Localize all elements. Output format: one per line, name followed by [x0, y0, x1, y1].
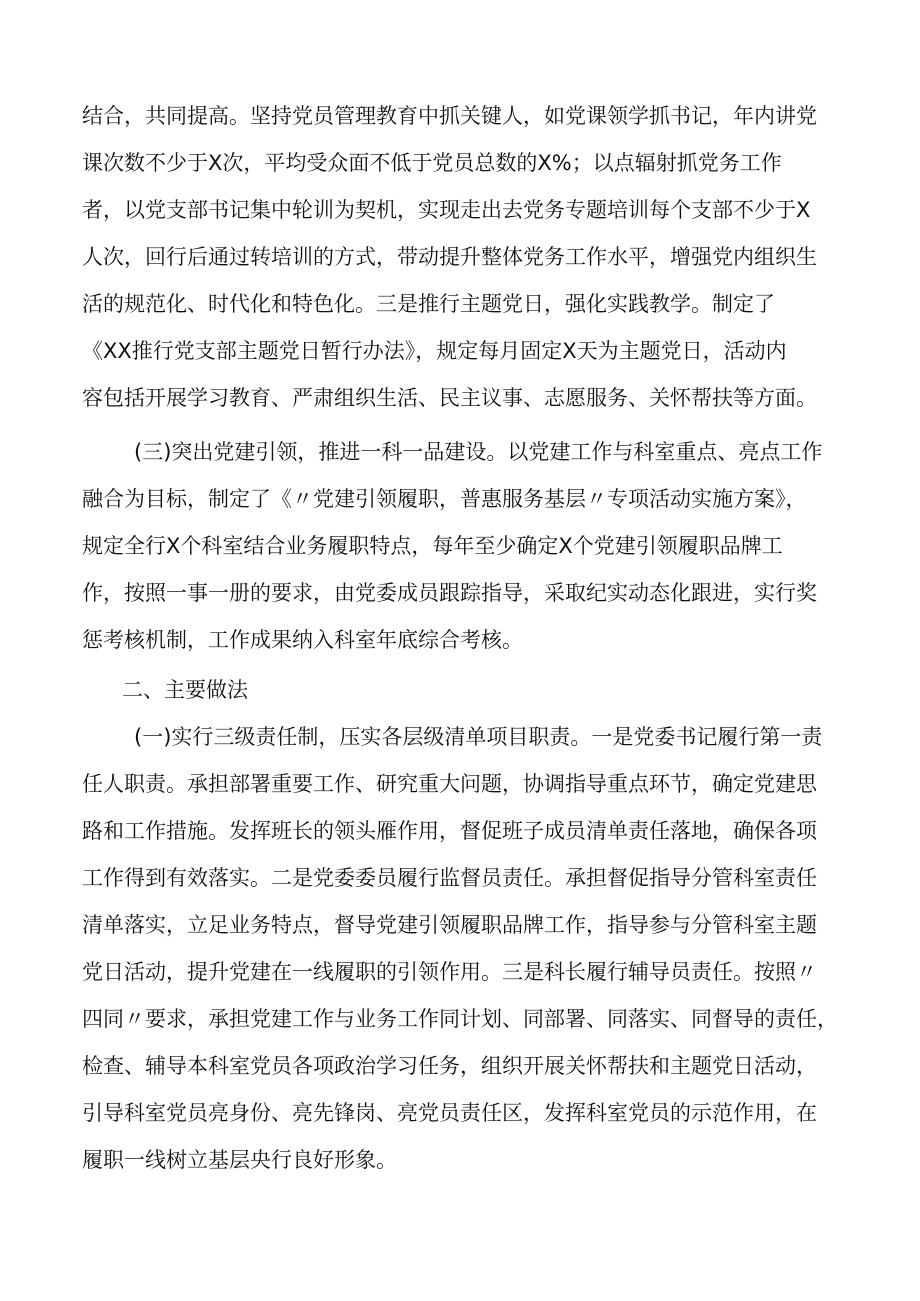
paragraph-line: 作，按照一事一册的要求，由党委成员跟踪指导，采取纪实动态化跟进，实行奖: [82, 581, 817, 605]
paragraph-line: 工作得到有效落实。二是党委委员履行监督员责任。承担督促指导分管科室责任: [82, 866, 817, 890]
paragraph-line: 党日活动，提升党建在一线履职的引领作用。三是科长履行辅导员责任。按照〃: [82, 960, 817, 984]
paragraph-line: 结合，共同提高。坚持党员管理教育中抓关键人，如党课领学抓书记，年内讲党: [82, 104, 817, 128]
paragraph-line: 履职一线树立基层央行良好形象。: [82, 1148, 397, 1172]
paragraph-line: 者，以党支部书记集中轮训为契机，实现走出去党务专题培训每个支部不少于X: [82, 198, 811, 222]
paragraph-line: 融合为目标，制定了《〃党建引领履职，普惠服务基层〃专项活动实施方案》，: [82, 487, 807, 511]
paragraph-line: 四同〃要求，承担党建工作与业务工作同计划、同部署、同落实、同督导的责任，: [82, 1007, 838, 1031]
paragraph-line: 容包括开展学习教育、严肃组织生活、民主议事、志愿服务、关怀帮扶等方面。: [82, 386, 817, 410]
paragraph-line: 检查、辅导本科室党员各项政治学习任务，组织开展关怀帮扶和主题党日活动，: [82, 1054, 817, 1078]
paragraph-line: 路和工作措施。发挥班长的领头雁作用，督促班子成员清单责任落地，确保各项: [82, 819, 817, 843]
paragraph-line: 清单落实，立足业务特点，督导党建引领履职品牌工作，指导参与分管科室主题: [82, 913, 817, 937]
section-title-main-practices: 二、主要做法: [122, 678, 248, 702]
paragraph-line: 活的规范化、时代化和特色化。三是推行主题党日，强化实践教学。制定了: [82, 292, 775, 316]
section-heading-1: (一)实行三级责任制，压实各层级清单项目职责。一是党委书记履行第一责: [134, 725, 823, 749]
paragraph-line: 课次数不少于X次，平均受众面不低于党员总数的X%；以点辐射抓党务工作: [82, 151, 782, 175]
paragraph-line: 人次，回行后通过转培训的方式，带动提升整体党务工作水平，增强党内组织生: [82, 245, 817, 269]
paragraph-line: 任人职责。承担部署重要工作、研究重大问题，协调指导重点环节，确定党建思: [82, 772, 817, 796]
section-heading-3: (三)突出党建引领，推进一科一品建设。以党建工作与科室重点、亮点工作: [134, 440, 823, 464]
paragraph-line: 规定全行X个科室结合业务履职特点，每年至少确定X个党建引领履职品牌工: [82, 534, 783, 558]
paragraph-line: 惩考核机制，工作成果纳入科室年底综合考核。: [82, 628, 523, 652]
paragraph-line: 《XX推行党支部主题党日暂行办法》，规定每月固定X天为主题党日，活动内: [82, 339, 787, 363]
paragraph-line: 引导科室党员亮身份、亮先锋岗、亮党员责任区，发挥科室党员的示范作用，在: [82, 1101, 817, 1125]
